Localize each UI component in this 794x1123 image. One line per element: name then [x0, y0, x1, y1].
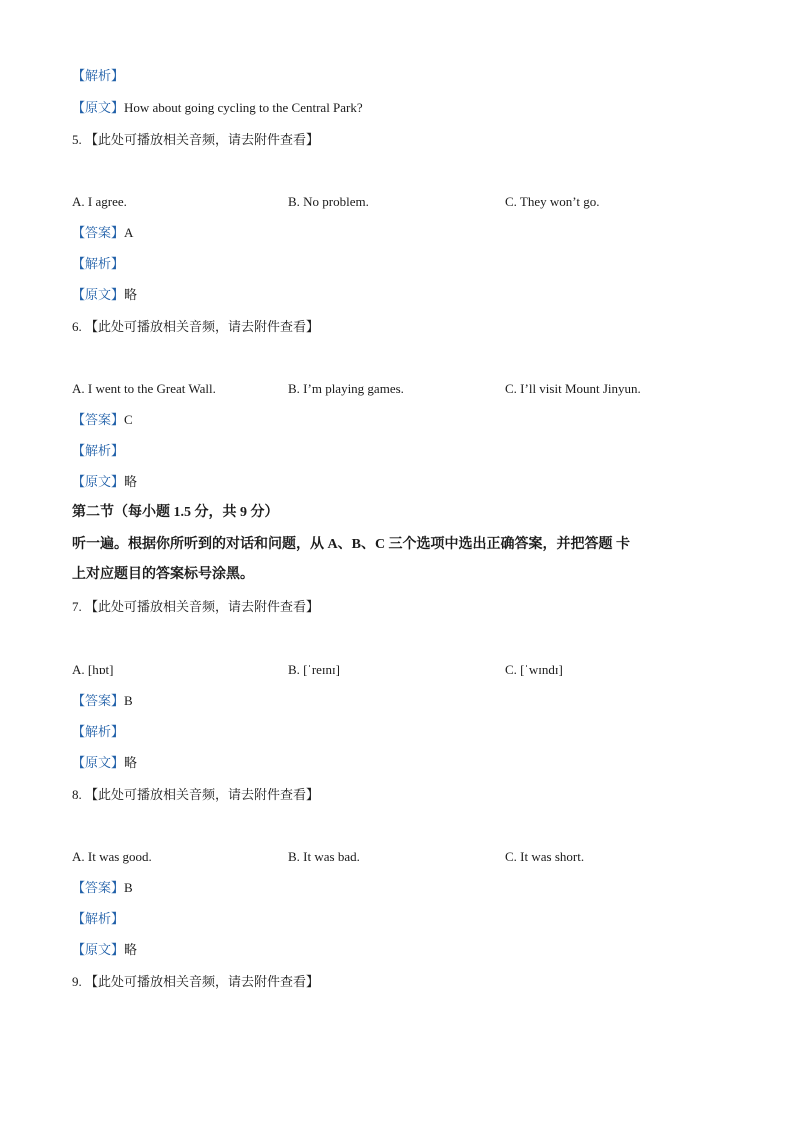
question-7-option-b: B. [ˈreɪnɪ]: [288, 662, 340, 677]
question-6-analysis-label: 【解析】: [72, 443, 125, 458]
question-8-option-b: B. It was bad.: [288, 849, 360, 864]
answer-label: 【答案】: [72, 693, 125, 708]
question-6-option-c: C. I’ll visit Mount Jinyun.: [505, 381, 641, 396]
audio-note: 【此处可播放相关音频，请去附件查看】: [85, 974, 320, 989]
question-8-transcript: [72, 941, 137, 959]
transcript-label: 【原文】: [72, 287, 125, 302]
question-number: 8.: [72, 787, 82, 802]
answer-value: A: [124, 225, 134, 240]
question-7-option-a: A. [hɒt]: [72, 662, 114, 677]
answer-label: 【答案】: [72, 412, 125, 427]
section-heading: 第二节（每小题 1.5 分，共 9 分）: [72, 505, 279, 520]
question-number: 7.: [72, 599, 82, 614]
question-number: 6.: [72, 319, 82, 334]
section-instruction-line-2: 上对应题目的答案标号涂黑。: [72, 567, 254, 582]
audio-note: 【此处可播放相关音频，请去附件查看】: [85, 132, 320, 147]
transcript-text: 略: [124, 755, 138, 770]
answer-label: 【答案】: [72, 880, 125, 895]
question-8-option-c: C. It was short.: [505, 849, 585, 864]
transcript-text: 略: [124, 942, 138, 957]
transcript-text: 略: [124, 474, 138, 489]
question-5-analysis-label: 【解析】: [72, 256, 125, 271]
analysis-label: 【解析】: [72, 68, 125, 83]
question-8-analysis-label: 【解析】: [72, 911, 125, 926]
question-8-option-a: A. It was good.: [72, 849, 152, 864]
question-6-option-b: B. I’m playing games.: [288, 381, 404, 396]
question-7-analysis-label: 【解析】: [72, 724, 125, 739]
question-5-transcript: [72, 286, 137, 304]
answer-value: B: [124, 880, 133, 895]
answer-value: B: [124, 693, 133, 708]
audio-note: 【此处可播放相关音频，请去附件查看】: [85, 599, 320, 614]
question-5-option-a: A. I agree.: [72, 194, 127, 209]
audio-note: 【此处可播放相关音频，请去附件查看】: [85, 787, 320, 802]
question-7-transcript: [72, 754, 137, 772]
question-6-transcript: [72, 473, 137, 491]
question-5-answer: [72, 224, 133, 242]
question-7-header: [72, 598, 319, 616]
question-number: 9.: [72, 974, 82, 989]
question-8-answer: [72, 879, 133, 897]
question-5-header: [72, 131, 319, 149]
transcript-line: [72, 99, 363, 117]
transcript-text: 略: [124, 287, 138, 302]
transcript-label: 【原文】: [72, 755, 125, 770]
transcript-label: 【原文】: [72, 942, 125, 957]
section-instruction-line-1: 听一遍。根据你所听到的对话和问题，从 A、B、C 三个选项中选出正确答案，并把答题 卡: [72, 537, 631, 552]
answer-label: 【答案】: [72, 225, 125, 240]
question-8-header: [72, 786, 319, 804]
transcript-label: 【原文】: [72, 100, 125, 115]
question-number: 5.: [72, 132, 82, 147]
question-7-answer: [72, 692, 133, 710]
question-9-header: [72, 973, 319, 991]
transcript-text: How about going cycling to the Central Park?: [124, 100, 363, 115]
question-6-option-a: A. I went to the Great Wall.: [72, 381, 216, 396]
audio-note: 【此处可播放相关音频，请去附件查看】: [85, 319, 320, 334]
question-6-header: [72, 318, 319, 336]
answer-value: C: [124, 412, 133, 427]
question-6-answer: [72, 411, 133, 429]
transcript-label: 【原文】: [72, 474, 125, 489]
question-5-option-c: C. They won’t go.: [505, 194, 600, 209]
question-7-option-c: C. [ˈwɪndɪ]: [505, 662, 563, 677]
question-5-option-b: B. No problem.: [288, 194, 369, 209]
